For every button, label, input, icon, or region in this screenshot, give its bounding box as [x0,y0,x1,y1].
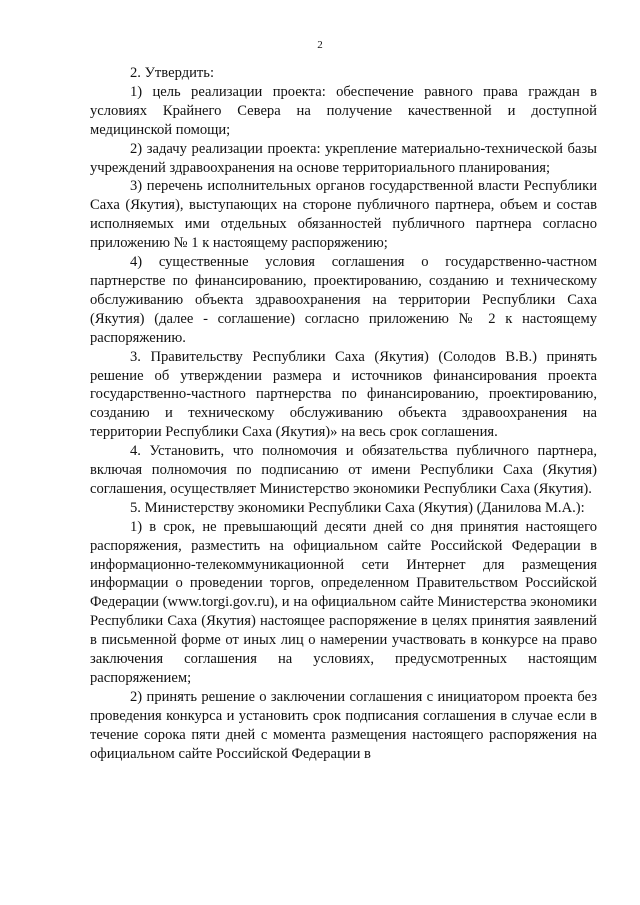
paragraph-executive-bodies-list: 3) перечень исполнительных органов государственной власти Республики Саха (Якутия), выступающих на стороне публичного партнера, объем и состав исполняемых ими отдельных обязанностей публичного партнера согласно приложению № 1 к настоящему распоряжению; [90,178,597,252]
paragraph-agreement-conditions: 4) существенные условия соглашения о государственно-частном партнерстве по финансированию, проектированию, созданию и техническому обслуживанию объекта здравоохранения на территории Республики Саха (Якутия) (далее - соглашение) согласно приложению № 2 к настоящему распоряжению. [90,254,597,346]
paragraph-conclude-agreement: 2) принять решение о заключении соглашения с инициатором проекта без проведения конкурса и установить срок подписания соглашения в случае если в течение сорока пяти дней с момента размещения настоящего распоряжения на официальном сайте Российской Федерации в [90,688,597,762]
paragraph-approve-heading: 2. Утвердить: [130,65,215,81]
paragraph-government-decision: 3. Правительству Республики Саха (Якутия) (Солодов В.В.) принять решение об утверждении размера и источников финансирования проекта государственно-частного партнерства по финансированию, проектированию, созданию и техническому обслуживанию объекта здравоохранения на территории Республики Саха (Якутия)» на весь срок соглашения. [90,348,597,441]
paragraph-project-goal: 1) цель реализации проекта: обеспечение равного права граждан в условиях Крайнего Севера на получение качественной и доступной медицинской помощи; [90,83,597,138]
paragraph-project-task: 2) задачу реализации проекта: укрепление материально-технической базы учреждений здравоохранения на основе территориального планирования; [90,140,597,176]
document-body [90,64,597,764]
page-number: 2 [317,39,323,51]
paragraph-public-partner-powers: 4. Установить, что полномочия и обязательства публичного партнера, включая полномочия по подписанию от имени Республики Саха (Якутия) соглашения, осуществляет Министерство экономики Республики Саха (Якутия). [90,443,597,497]
paragraph-ministry-instructions: 5. Министерству экономики Республики Саха (Якутия) (Данилова М.А.): [130,499,585,516]
paragraph-publish-order: 1) в срок, не превышающий десяти дней со дня принятия настоящего распоряжения, разместить на официальном сайте Российской Федерации в информационно-телекоммуникационной сети Интернет для размещения информации о проведении торгов, определенном Правительством Российской Федерации (www.torgi.gov.ru), и на официальном сайте Министерства экономики Республики Саха (Якутия) настоящее распоряжение в целях принятия заявлений в письменной форме от иных лиц о намерении участвовать в конкурсе на право заключения соглашения на условиях, предусмотренных настоящим распоряжением; [90,518,597,686]
